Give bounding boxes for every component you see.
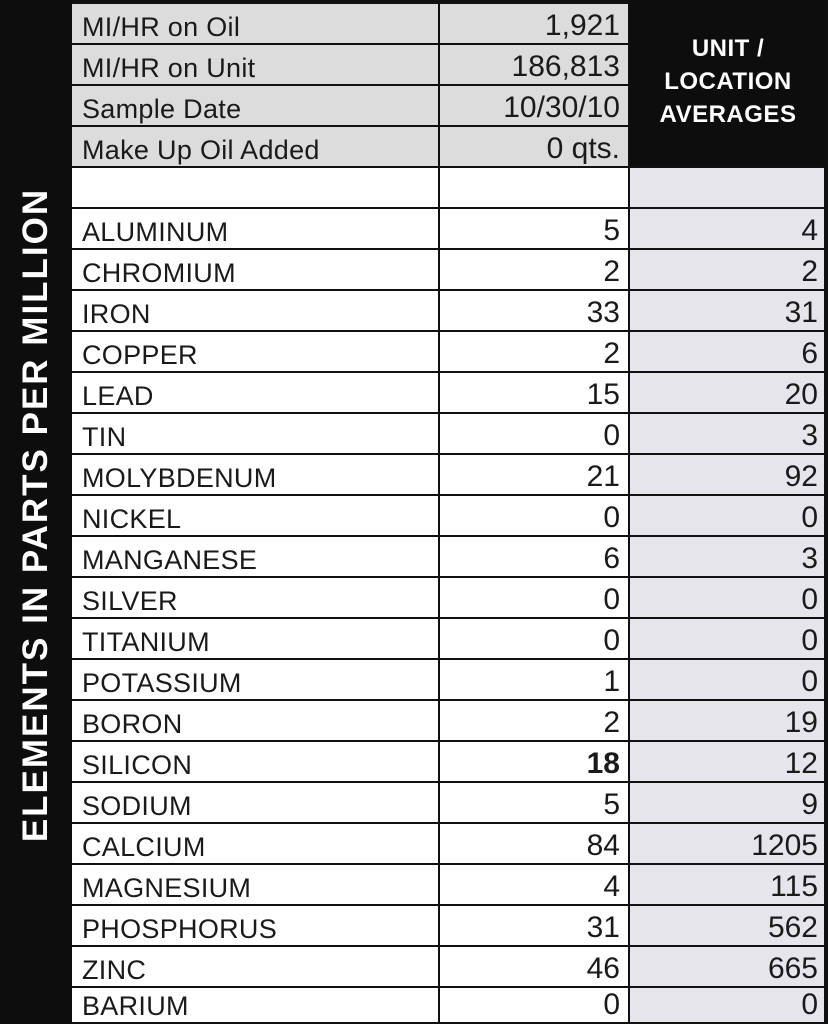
element-row (72, 578, 828, 619)
element-row (72, 209, 828, 250)
blank-value-cell (440, 168, 630, 209)
element-value-cell (440, 906, 630, 947)
element-name-cell (72, 496, 440, 537)
element-value-cell (440, 988, 630, 1024)
element-average-cell (630, 619, 826, 660)
element-value: 46 (586, 952, 620, 985)
element-value-cell (440, 742, 630, 783)
info-label: Sample Date (82, 94, 242, 124)
results-table (72, 0, 828, 1024)
element-value-cell (440, 578, 630, 619)
element-value: 2 (603, 337, 620, 370)
element-row (72, 332, 828, 373)
element-average: 0 (801, 988, 818, 1021)
element-value-cell (440, 250, 630, 291)
info-label-cell (72, 45, 440, 86)
element-average: 0 (801, 624, 818, 657)
side-label: ELEMENTS IN PARTS PER MILLION (16, 187, 55, 843)
element-value-cell (440, 455, 630, 496)
element-value: 18 (586, 747, 620, 780)
element-average-cell (630, 250, 826, 291)
blank-avg-cell (630, 168, 826, 209)
info-label-cell (72, 86, 440, 127)
element-name: SILICON (82, 750, 193, 780)
element-name-cell (72, 209, 440, 250)
element-average: 562 (767, 911, 818, 944)
info-label: MI/HR on Oil (82, 12, 241, 42)
element-name: ALUMINUM (82, 217, 229, 247)
element-value: 2 (603, 255, 620, 288)
element-average-cell (630, 824, 826, 865)
element-name: MAGNESIUM (82, 873, 252, 903)
element-average: 115 (770, 870, 818, 903)
element-average: 1205 (751, 829, 818, 862)
element-name: ZINC (82, 955, 147, 985)
element-value: 31 (586, 911, 620, 944)
element-row (72, 865, 828, 906)
element-value: 0 (603, 501, 620, 534)
element-name-cell (72, 332, 440, 373)
element-row (72, 250, 828, 291)
element-value: 5 (603, 214, 620, 247)
header-line: LOCATION (664, 68, 792, 95)
element-row (72, 455, 828, 496)
element-value: 1 (603, 665, 620, 698)
element-average-cell (630, 701, 826, 742)
element-average: 3 (801, 419, 818, 452)
element-value-cell (440, 537, 630, 578)
element-name: TITANIUM (82, 627, 210, 657)
element-value: 84 (586, 829, 620, 862)
element-value-cell (440, 660, 630, 701)
element-name-cell (72, 988, 440, 1024)
element-value-cell (440, 947, 630, 988)
element-row (72, 783, 828, 824)
info-value-cell (440, 86, 630, 127)
element-value-cell (440, 865, 630, 906)
element-name-cell (72, 947, 440, 988)
element-row (72, 824, 828, 865)
element-average: 9 (801, 788, 818, 821)
header-line: AVERAGES (659, 101, 797, 128)
element-value: 21 (586, 460, 620, 493)
info-label: Make Up Oil Added (82, 135, 320, 165)
element-value-cell (440, 783, 630, 824)
element-name: POTASSIUM (82, 668, 242, 698)
element-average-cell (630, 496, 826, 537)
element-row (72, 742, 828, 783)
element-value-cell (440, 332, 630, 373)
element-average-cell (630, 373, 826, 414)
element-name-cell (72, 742, 440, 783)
blank-row (72, 168, 828, 209)
element-name-cell (72, 824, 440, 865)
element-name-cell (72, 865, 440, 906)
element-name-cell (72, 291, 440, 332)
element-value: 0 (603, 583, 620, 616)
element-row (72, 291, 828, 332)
element-row (72, 619, 828, 660)
element-value-cell (440, 373, 630, 414)
element-average: 12 (784, 747, 818, 780)
side-band (0, 0, 72, 1024)
element-average: 31 (784, 296, 818, 329)
element-average-cell (630, 783, 826, 824)
element-name: CALCIUM (82, 832, 206, 862)
unit-location-averages-header (630, 0, 826, 168)
element-value-cell (440, 619, 630, 660)
element-name: BARIUM (82, 991, 189, 1021)
element-average-cell (630, 906, 826, 947)
element-name-cell (72, 537, 440, 578)
element-name-cell (72, 414, 440, 455)
info-value: 0 qts. (546, 132, 620, 165)
info-value: 186,813 (511, 50, 620, 83)
element-name-cell (72, 455, 440, 496)
element-name-cell (72, 701, 440, 742)
element-average: 20 (784, 378, 818, 411)
element-value-cell (440, 291, 630, 332)
element-value: 33 (586, 296, 620, 329)
element-value-cell (440, 701, 630, 742)
info-value-cell (440, 45, 630, 86)
element-row (72, 537, 828, 578)
element-name: SILVER (82, 586, 178, 616)
element-average-cell (630, 455, 826, 496)
element-name-cell (72, 578, 440, 619)
element-average-cell (630, 578, 826, 619)
element-average-cell (630, 414, 826, 455)
element-value: 0 (603, 988, 620, 1021)
element-value-cell (440, 209, 630, 250)
element-average: 4 (801, 214, 818, 247)
element-value: 15 (586, 378, 620, 411)
element-average: 0 (801, 665, 818, 698)
element-average-cell (630, 865, 826, 906)
header-text (630, 32, 826, 131)
element-name-cell (72, 250, 440, 291)
element-value: 5 (603, 788, 620, 821)
info-value: 10/30/10 (503, 91, 620, 124)
header-line: UNIT / (691, 35, 765, 62)
element-row (72, 906, 828, 947)
element-average: 3 (801, 542, 818, 575)
element-name: LEAD (82, 381, 154, 411)
info-value: 1,921 (544, 9, 620, 42)
element-average: 6 (801, 337, 818, 370)
element-name: IRON (82, 299, 151, 329)
element-value: 0 (603, 419, 620, 452)
element-name: MANGANESE (82, 545, 258, 575)
element-row (72, 414, 828, 455)
element-value-cell (440, 496, 630, 537)
element-average-cell (630, 332, 826, 373)
element-name-cell (72, 906, 440, 947)
element-value: 0 (603, 624, 620, 657)
element-value: 6 (603, 542, 620, 575)
element-average-cell (630, 660, 826, 701)
element-average-cell (630, 209, 826, 250)
element-row (72, 988, 828, 1024)
info-label-cell (72, 127, 440, 168)
element-name: SODIUM (82, 791, 192, 821)
element-row (72, 496, 828, 537)
info-value-cell (440, 4, 630, 45)
element-average: 19 (784, 706, 818, 739)
element-row (72, 660, 828, 701)
element-value-cell (440, 824, 630, 865)
element-average-cell (630, 537, 826, 578)
element-name-cell (72, 783, 440, 824)
element-name: MOLYBDENUM (82, 463, 277, 493)
info-label: MI/HR on Unit (82, 53, 256, 83)
element-row (72, 947, 828, 988)
element-name-cell (72, 373, 440, 414)
element-name: PHOSPHORUS (82, 914, 278, 944)
element-name: COPPER (82, 340, 198, 370)
element-name: NICKEL (82, 504, 182, 534)
element-average: 92 (784, 460, 818, 493)
element-average-cell (630, 988, 826, 1024)
element-value: 2 (603, 706, 620, 739)
element-average-cell (630, 947, 826, 988)
info-label-cell (72, 4, 440, 45)
blank-label-cell (72, 168, 440, 209)
element-average: 665 (767, 952, 818, 985)
element-row (72, 373, 828, 414)
element-name: CHROMIUM (82, 258, 236, 288)
element-average: 2 (801, 255, 818, 288)
info-value-cell (440, 127, 630, 168)
element-name-cell (72, 619, 440, 660)
element-name-cell (72, 660, 440, 701)
element-average: 0 (801, 501, 818, 534)
element-row (72, 701, 828, 742)
element-value: 4 (603, 870, 620, 903)
element-average-cell (630, 291, 826, 332)
element-average-cell (630, 742, 826, 783)
element-value-cell (440, 414, 630, 455)
element-name: TIN (82, 422, 127, 452)
element-name: BORON (82, 709, 183, 739)
element-average: 0 (801, 583, 818, 616)
